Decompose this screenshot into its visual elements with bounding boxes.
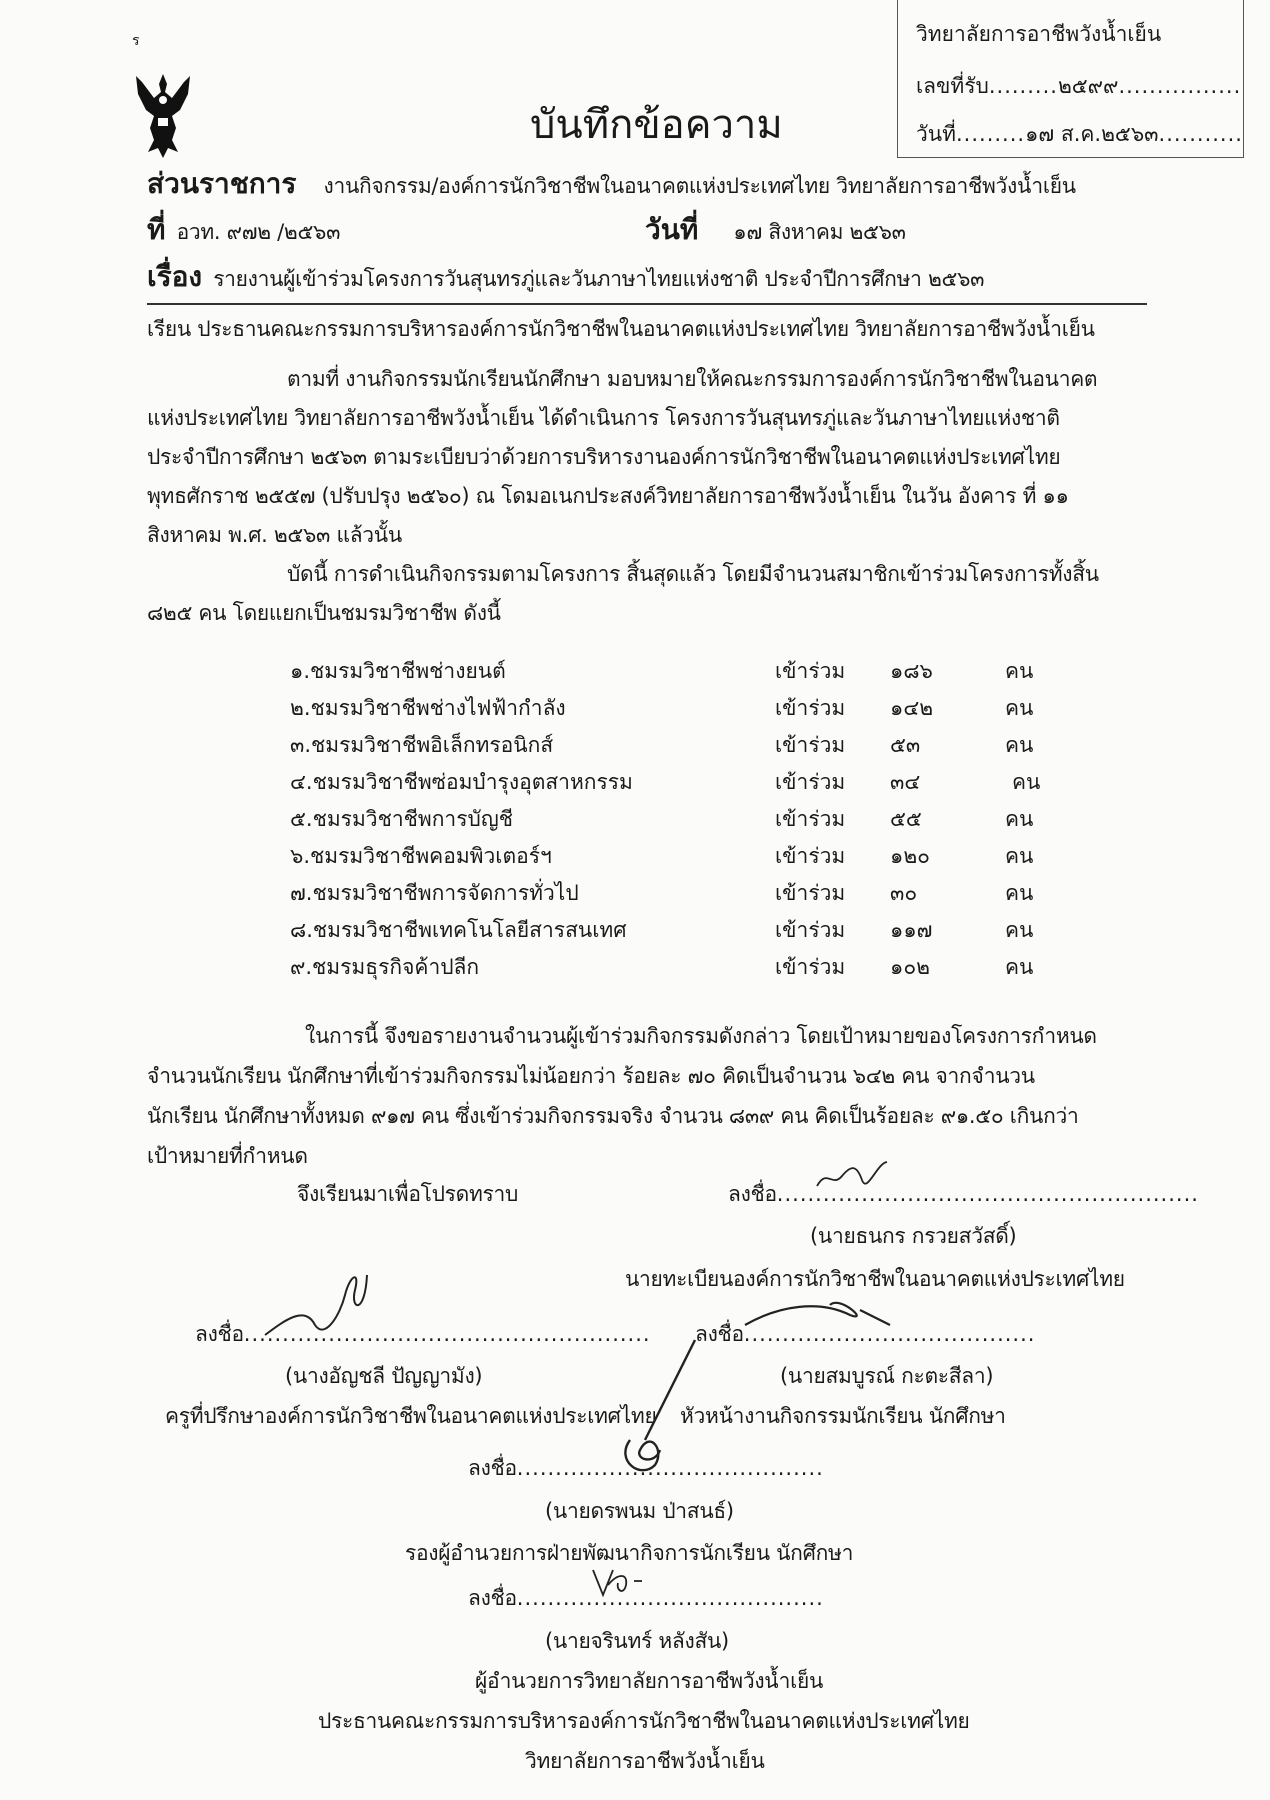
signer-2-title: ครูที่ปรึกษาองค์การนักวิชาชีพในอนาคตแห่งประเทศไทย: [165, 1404, 657, 1428]
signer-5-name: (นายจรินทร์ หลังสัน): [545, 1629, 729, 1653]
club-label: เข้าร่วม: [775, 955, 846, 979]
para3-line1: ในการนี้ จึงขอรายงานจำนวนผู้เข้าร่วมกิจกรรมดังกล่าว โดยเป้าหมายของโครงการกำหนด: [305, 1024, 1097, 1048]
subject-label: เรื่อง: [147, 260, 203, 293]
club-unit: คน: [1012, 770, 1041, 794]
club-label: เข้าร่วม: [775, 918, 846, 942]
club-count: ๓๔: [890, 770, 921, 794]
club-unit: คน: [1005, 696, 1034, 720]
salutation: เรียน ประธานคณะกรรมการบริหารองค์การนักวิชาชีพในอนาคตแห่งประเทศไทย วิทยาลัยการอาชีพวังน้ำเย็น: [147, 317, 1095, 341]
club-count: ๑๐๒: [890, 955, 930, 979]
club-name: ๓.ชมรมวิชาชีพอิเล็กทรอนิกส์: [290, 733, 554, 757]
club-row: [290, 655, 1050, 691]
signer-2-name: (นางอัญชลี ปัญญามัง): [285, 1364, 483, 1388]
club-row: [290, 840, 1050, 876]
signer-1-title: นายทะเบียนองค์การนักวิชาชีพในอนาคตแห่งประเทศไทย: [625, 1267, 1125, 1291]
signer-5-title-1: ผู้อำนวยการวิทยาลัยการอาชีพวังน้ำเย็น: [475, 1669, 824, 1693]
signature-line-5: ลงชื่อ........................................: [468, 1586, 824, 1610]
club-row: [290, 766, 1050, 802]
handwritten-signature-icon: [812, 1158, 892, 1198]
stamp-org: วิทยาลัยการอาชีพวังน้ำเย็น: [916, 22, 1162, 46]
para1-line5: สิงหาคม พ.ศ. ๒๕๖๓ แล้วนั้น: [147, 523, 402, 547]
garuda-emblem-icon: [132, 70, 194, 160]
ref-label: ที่: [147, 213, 166, 246]
club-name: ๕.ชมรมวิชาชีพการบัญชี: [290, 807, 513, 831]
club-unit: คน: [1005, 807, 1034, 831]
club-label: เข้าร่วม: [775, 844, 846, 868]
signature-line-2: ลงชื่อ.....................................................: [195, 1322, 651, 1346]
club-name: ๗.ชมรมวิชาชีพการจัดการทั่วไป: [290, 881, 579, 905]
date-value: ๑๗ สิงหาคม ๒๕๖๓: [733, 220, 906, 244]
signer-3-title: หัวหน้างานกิจกรรมนักเรียน นักศึกษา: [680, 1404, 1006, 1428]
agency-value: งานกิจกรรม/องค์การนักวิชาชีพในอนาคตแห่งประเทศไทย วิทยาลัยการอาชีพวังน้ำเย็น: [323, 174, 1076, 198]
club-row: [290, 951, 1050, 987]
club-name: ๑.ชมรมวิชาชีพช่างยนต์: [290, 659, 506, 683]
stamp-receipt: เลขที่รับ.........๒๕๙๙................: [916, 74, 1242, 98]
date-row: [645, 208, 906, 252]
club-count: ๓๐: [890, 881, 918, 905]
club-count: ๕๕: [890, 807, 922, 831]
handwritten-signature-icon: [255, 1265, 375, 1349]
handwritten-signature-icon: [588, 1565, 648, 1605]
signature-line-4: ลงชื่อ........................................: [468, 1456, 824, 1480]
club-row: [290, 914, 1050, 950]
club-unit: คน: [1005, 733, 1034, 757]
club-unit: คน: [1005, 844, 1034, 868]
signer-4-name: (นายดรพนม ป่าสนธ์): [545, 1499, 734, 1523]
para2-line1: บัดนี้ การดำเนินกิจกรรมตามโครงการ สิ้นสุดแล้ว โดยมีจำนวนสมาชิกเข้าร่วมโครงการทั้งสิ้น: [287, 562, 1099, 586]
club-label: เข้าร่วม: [775, 881, 846, 905]
club-count: ๑๑๗: [890, 918, 933, 942]
para1-line4: พุทธศักราช ๒๕๕๗ (ปรับปรุง ๒๕๖๐) ณ โดมอเนกประสงค์วิทยาลัยการอาชีพวังน้ำเย็น ในวัน อังคาร ที่ ๑๑: [147, 484, 1069, 508]
para3-line3: นักเรียน นักศึกษาทั้งหมด ๙๑๗ คน ซึ่งเข้าร่วมกิจกรรมจริง จำนวน ๘๓๙ คน คิดเป็นร้อยละ ๙๑.๕๐ เกินกว่า: [147, 1104, 1079, 1128]
signer-5-title-3: วิทยาลัยการอาชีพวังน้ำเย็น: [525, 1749, 765, 1773]
para3-line4: เป้าหมายที่กำหนด: [147, 1144, 308, 1168]
club-label: เข้าร่วม: [775, 770, 846, 794]
signer-1-name: (นายธนกร กรวยสวัสดิ์): [810, 1224, 1017, 1248]
club-count: ๕๓: [890, 733, 921, 757]
club-label: เข้าร่วม: [775, 659, 846, 683]
club-name: ๔.ชมรมวิชาชีพซ่อมบำรุงอุตสาหกรรม: [290, 770, 633, 794]
handwritten-signature-icon: [600, 1330, 700, 1484]
club-name: ๙.ชมรมธุรกิจค้าปลีก: [290, 955, 480, 979]
stamp-receipt-no: ๒๕๙๙: [1057, 74, 1119, 98]
club-name: ๘.ชมรมวิชาชีพเทคโนโลยีสารสนเทศ: [290, 918, 627, 942]
club-count: ๑๘๖: [890, 659, 933, 683]
para3-line2: จำนวนนักเรียน นักศึกษาที่เข้าร่วมกิจกรรมไม่น้อยกว่า ร้อยละ ๗๐ คิดเป็นจำนวน ๖๔๒ คน จากจำนวน: [147, 1064, 1035, 1088]
subject-row: [147, 255, 984, 299]
agency-row: [147, 162, 1076, 206]
club-count: ๑๔๒: [890, 696, 934, 720]
para1-line3: ประจำปีการศึกษา ๒๕๖๓ ตามระเบียบว่าด้วยการบริหารงานองค์การนักวิชาชีพในอนาคตแห่งประเทศไทย: [147, 445, 1061, 469]
club-label: เข้าร่วม: [775, 733, 846, 757]
club-unit: คน: [1005, 918, 1034, 942]
corner-mark: ร: [132, 33, 140, 49]
club-row: [290, 877, 1050, 913]
club-label: เข้าร่วม: [775, 807, 846, 831]
closing: จึงเรียนมาเพื่อโปรดทราบ: [297, 1182, 519, 1206]
club-row: [290, 803, 1050, 839]
club-count: ๑๒๐: [890, 844, 930, 868]
signature-line-1: ลงชื่อ.......................................................: [728, 1182, 1199, 1206]
para1-line2: แห่งประเทศไทย วิทยาลัยการอาชีพวังน้ำเย็น ได้ดำเนินการ โครงการวันสุนทรภู่และวันภาษาไทยแห่งชาติ: [147, 406, 1060, 430]
handwritten-signature-icon: [740, 1285, 920, 1339]
page-title: บันทึกข้อความ: [530, 102, 783, 148]
signature-line-3: ลงชื่อ......................................: [695, 1322, 1036, 1346]
stamp-date-value: ๑๗ ส.ค.๒๕๖๓: [1025, 122, 1159, 146]
signer-3-name: (นายสมบูรณ์ กะตะสีลา): [780, 1364, 994, 1388]
club-unit: คน: [1005, 659, 1034, 683]
ref-value: อวท. ๙๗๒ /๒๕๖๓: [176, 220, 341, 244]
club-name: ๖.ชมรมวิชาชีพคอมพิวเตอร์ฯ: [290, 844, 552, 868]
club-unit: คน: [1005, 955, 1034, 979]
club-row: [290, 729, 1050, 765]
para2-line2: ๘๒๕ คน โดยแยกเป็นชมรมวิชาชีพ ดังนี้: [147, 601, 501, 625]
club-label: เข้าร่วม: [775, 696, 846, 720]
agency-label: ส่วนราชการ: [147, 167, 297, 200]
subject-value: รายงานผู้เข้าร่วมโครงการวันสุนทรภู่และวันภาษาไทยแห่งชาติ ประจำปีการศึกษา ๒๕๖๓: [213, 267, 985, 291]
signer-4-title: รองผู้อำนวยการฝ่ายพัฒนากิจการนักเรียน นักศึกษา: [405, 1541, 854, 1565]
stamp-date: วันที่.........๑๗ ส.ค.๒๕๖๓...........: [916, 122, 1243, 146]
para1-line1: ตามที่ งานกิจกรรมนักเรียนนักศึกษา มอบหมายให้คณะกรรมการองค์การนักวิชาชีพในอนาคต: [287, 367, 1098, 391]
club-row: [290, 692, 1050, 728]
signer-5-title-2: ประธานคณะกรรมการบริหารองค์การนักวิชาชีพในอนาคตแห่งประเทศไทย: [318, 1709, 970, 1733]
ref-row: [147, 208, 340, 252]
club-unit: คน: [1005, 881, 1034, 905]
date-label: วันที่: [645, 213, 699, 246]
receipt-stamp: [897, 0, 1244, 158]
header-divider: [147, 303, 1147, 305]
club-name: ๒.ชมรมวิชาชีพช่างไฟฟ้ากำลัง: [290, 696, 566, 720]
